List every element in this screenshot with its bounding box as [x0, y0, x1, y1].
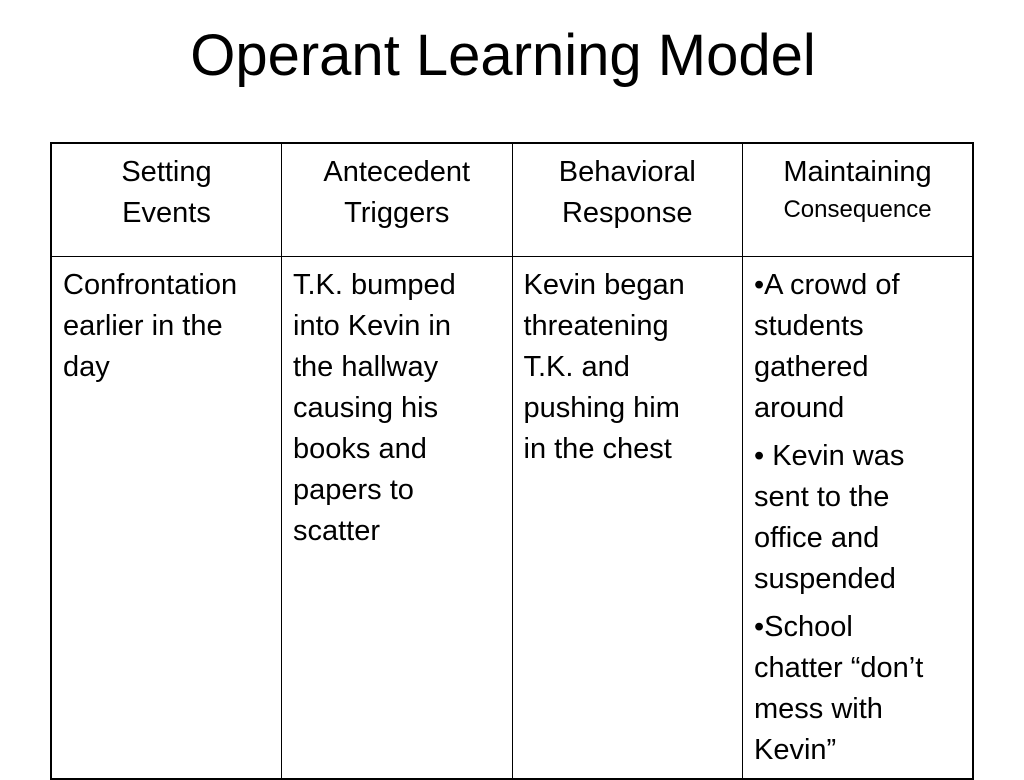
cell-line: books and: [293, 433, 427, 465]
cell-line: Confrontation: [63, 269, 238, 301]
cell-setting-events: [51, 257, 282, 780]
cell-line: T.K. bumped: [293, 269, 456, 301]
header-line: Setting: [121, 156, 212, 188]
cell-line: gathered: [754, 351, 869, 383]
header-antecedent-triggers: [282, 143, 513, 257]
header-line: Antecedent: [323, 156, 471, 188]
header-line: Triggers: [344, 197, 450, 229]
cell-maintaining-consequence: [743, 257, 974, 780]
table-row: [51, 257, 973, 780]
cell-line: •School: [754, 611, 853, 643]
header-maintaining-consequence: [743, 143, 974, 257]
cell-behavioral-response: [512, 257, 743, 780]
cell-line: suspended: [754, 563, 896, 595]
cell-line: office and: [754, 522, 880, 554]
header-line: Behavioral: [558, 156, 696, 188]
cell-line: •A crowd of: [754, 269, 900, 301]
cell-line: day: [63, 351, 110, 383]
cell-line: causing his: [293, 392, 439, 424]
cell-line: pushing him: [523, 392, 680, 424]
header-line: Maintaining: [783, 156, 932, 188]
header-line: Events: [122, 197, 211, 229]
operant-model-table: [50, 142, 974, 780]
cell-line: threatening: [523, 310, 669, 342]
cell-line: into Kevin in: [293, 310, 451, 342]
cell-line: Kevin”: [754, 734, 837, 766]
cell-line: T.K. and: [523, 351, 630, 383]
cell-line: around: [754, 392, 845, 424]
cell-antecedent-triggers: [282, 257, 513, 780]
cell-line: Kevin began: [523, 269, 685, 301]
cell-line: • Kevin was: [754, 440, 905, 472]
consequence-bullet: [754, 436, 966, 600]
consequence-bullet: [754, 265, 966, 429]
cell-line: papers to: [293, 474, 414, 506]
cell-line: sent to the: [754, 481, 890, 513]
consequence-bullet: [754, 607, 966, 771]
cell-line: chatter “don’t: [754, 652, 924, 684]
table-header-row: [51, 143, 973, 257]
cell-line: earlier in the: [63, 310, 223, 342]
slide-title: Operant Learning Model: [190, 23, 816, 88]
cell-line: the hallway: [293, 351, 439, 383]
header-line: Response: [561, 197, 693, 229]
cell-line: mess with: [754, 693, 883, 725]
cell-line: students: [754, 310, 864, 342]
cell-line: in the chest: [523, 433, 672, 465]
header-setting-events: [51, 143, 282, 257]
header-behavioral-response: [512, 143, 743, 257]
cell-line: scatter: [293, 515, 381, 547]
header-line: Consequence: [783, 196, 932, 223]
